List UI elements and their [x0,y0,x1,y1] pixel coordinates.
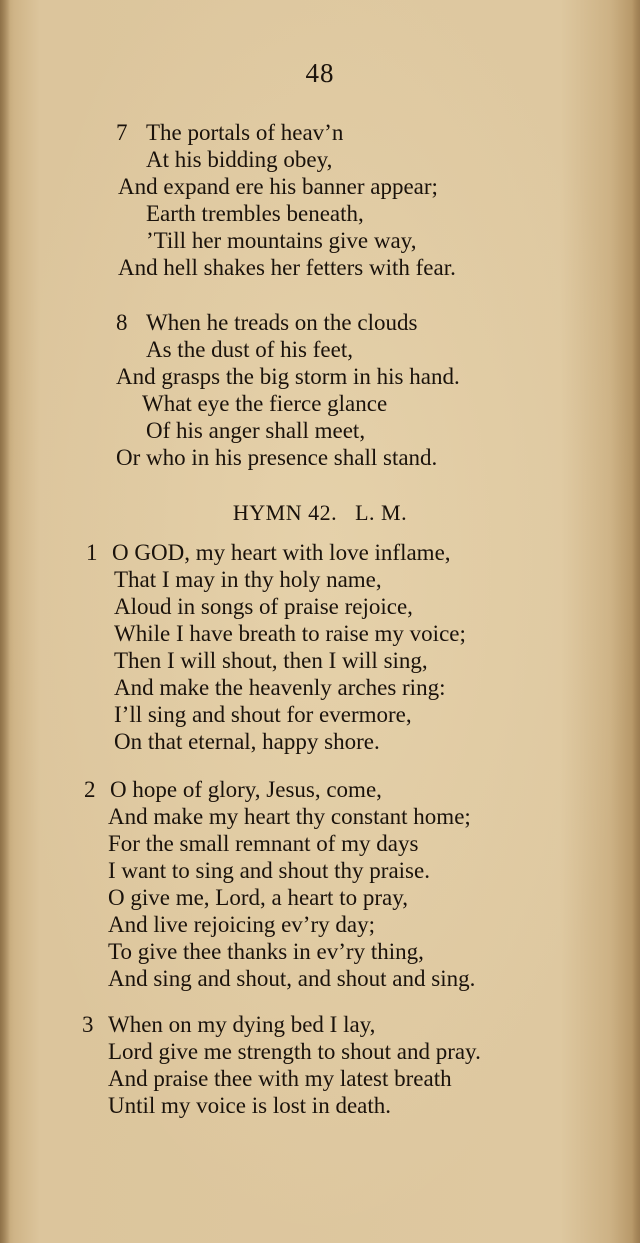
verse-line: Earth trembles beneath, [146,201,364,226]
verse-line: O give me, Lord, a heart to pray, [108,885,408,910]
verse-line: When on my dying bed I lay, [108,1012,376,1037]
page-edge-left [0,0,10,1243]
page-edge-right [632,0,640,1243]
hymn-heading [0,500,640,526]
verse-line: Of his anger shall meet, [146,418,366,443]
verse-line: Aloud in songs of praise rejoice, [114,594,413,619]
verse-line: And expand ere his banner appear; [118,174,438,199]
verse-line: I want to sing and shout thy praise. [108,858,430,883]
verse-line: And grasps the big storm in his hand. [116,364,460,389]
hymn-title: HYMN 42. [232,500,338,525]
verse-line: I’ll sing and shout for evermore, [114,702,412,727]
verse-line: Or who in his presence shall stand. [116,445,438,470]
verse-line: And live rejoicing ev’ry day; [108,912,375,937]
verse-line: ’Till her mountains give way, [146,228,417,253]
verse-line: What eye the fierce glance [142,391,388,416]
verse-line: While I have breath to raise my voice; [114,621,466,646]
verse-line: For the small remnant of my days [108,831,419,856]
verse-number: 1 [86,540,98,565]
verse-line: Then I will shout, then I will sing, [114,648,428,673]
verse-line: O hope of glory, Jesus, come, [110,777,382,802]
verse-line: And praise thee with my latest breath [108,1066,452,1091]
verse-line: Lord give me strength to shout and pray. [108,1039,481,1064]
verse-line: And make my heart thy constant home; [108,804,471,829]
verse-line: On that eternal, happy shore. [114,729,380,754]
verse-line: To give thee thanks in ev’ry thing, [108,939,424,964]
verse-number: 2 [84,777,96,802]
verse-number: 7 [116,120,128,145]
page-number: 48 [305,58,335,88]
verse-line: And make the heavenly arches ring: [114,675,446,700]
hymn-meter: L. M. [355,500,408,525]
verse-line: O GOD, my heart with love inflame, [112,540,451,565]
verse-line: The portals of heav’n [146,120,344,145]
verse-line: And sing and shout, and shout and sing. [108,966,476,991]
verse-line: That I may in thy holy name, [114,567,382,592]
verse-line: When he treads on the clouds [146,310,418,335]
verse-line: And hell shakes her fetters with fear. [118,255,456,280]
verse-line: Until my voice is lost in death. [108,1093,391,1118]
verse-line: As the dust of his feet, [146,337,353,362]
verse-number: 8 [116,310,128,335]
verse-number: 3 [82,1012,94,1037]
verse-line: At his bidding obey, [146,147,333,172]
